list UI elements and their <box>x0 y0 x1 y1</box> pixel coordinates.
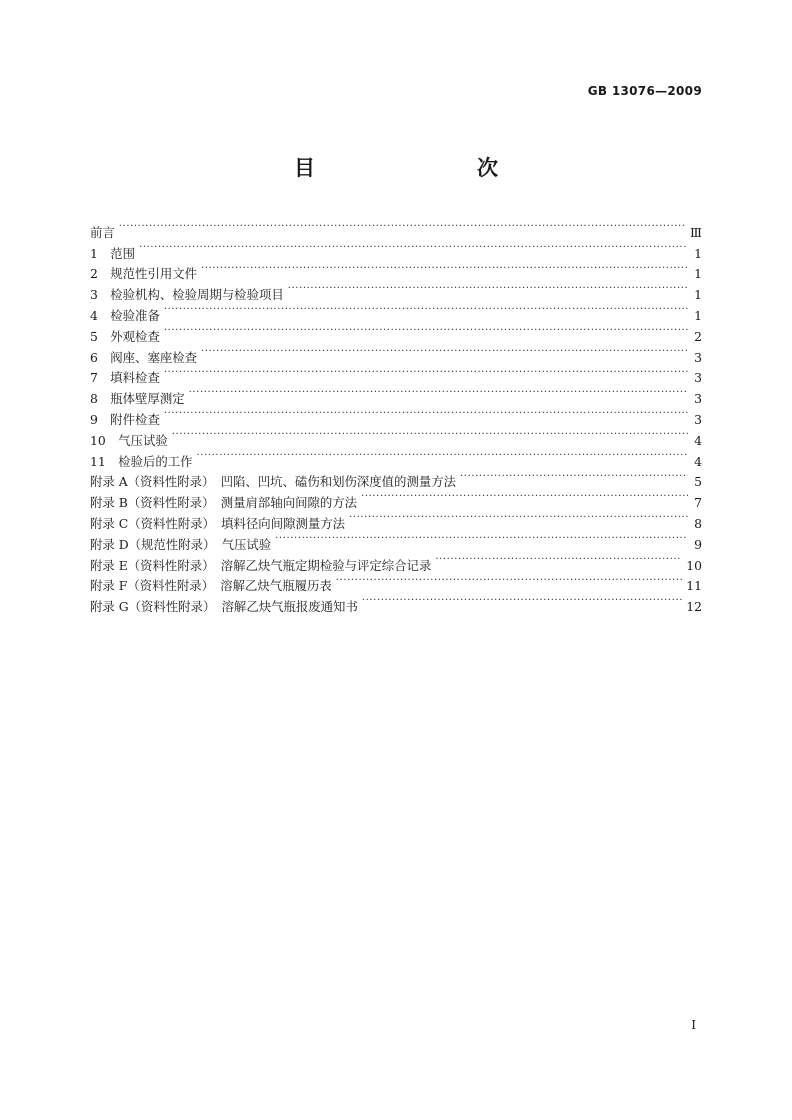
toc-dot-leader <box>362 590 682 611</box>
toc-entry-9[interactable] <box>90 403 702 427</box>
toc-entry-label: 附录 B（资料性附录） 测量肩部轴向间隙的方法 <box>90 495 358 511</box>
toc-entry-10[interactable] <box>90 424 702 448</box>
toc-entry-page: 3 <box>694 349 702 365</box>
toc-entry-page: 3 <box>694 370 702 386</box>
toc-entry-label: 1 范围 <box>90 245 136 261</box>
toc-entry-page: 3 <box>694 411 702 427</box>
page-title: 目 次 <box>294 156 538 180</box>
toc-dot-leader <box>172 424 688 445</box>
toc-entry-page: 12 <box>686 599 702 615</box>
toc-dot-leader <box>197 445 688 466</box>
toc-entry-label: 附录 G（资料性附录） 溶解乙炔气瓶报废通知书 <box>90 599 358 615</box>
toc-dot-leader <box>460 466 688 487</box>
toc-entry-label: 5 外观检查 <box>90 328 160 344</box>
toc-entry-page: 2 <box>694 328 702 344</box>
toc-dot-leader <box>119 216 686 237</box>
toc-entry-label: 2 规范性引用文件 <box>90 266 198 282</box>
toc-entry-page: 1 <box>694 307 702 323</box>
table-of-contents <box>90 216 702 615</box>
toc-entry-label: 附录 F（资料性附录） 溶解乙炔气瓶履历表 <box>90 578 332 594</box>
toc-entry-label: 3 检验机构、检验周期与检验项目 <box>90 287 284 303</box>
toc-dot-leader <box>201 258 688 279</box>
toc-entry-label: 6 阀座、塞座检查 <box>90 349 198 365</box>
toc-entry-page: 10 <box>686 557 702 573</box>
toc-dot-leader <box>164 403 688 424</box>
toc-entry-8[interactable] <box>90 382 702 407</box>
toc-entry-page: 3 <box>694 391 702 407</box>
toc-entry-label: 附录 E（资料性附录） 溶解乙炔气瓶定期检验与评定综合记录 <box>90 557 432 573</box>
toc-entry-label: 附录 D（规范性附录） 气压试验 <box>90 536 272 552</box>
toc-entry-1[interactable] <box>90 237 702 261</box>
toc-entry-7[interactable] <box>90 362 702 386</box>
toc-entry-page: 4 <box>694 432 702 448</box>
toc-entry-label: 10 气压试验 <box>90 432 168 448</box>
toc-dot-leader <box>275 528 688 549</box>
toc-entry-page: 5 <box>694 474 702 490</box>
toc-dot-leader <box>349 507 688 528</box>
toc-entry-page: 1 <box>694 245 702 261</box>
toc-entry-page: 9 <box>694 536 702 552</box>
toc-entry-label: 11 检验后的工作 <box>90 453 193 469</box>
toc-entry-label: 7 填料检查 <box>90 370 160 386</box>
toc-entry-label: 9 附件检查 <box>90 411 160 427</box>
toc-entry-preface[interactable] <box>90 216 702 240</box>
toc-dot-leader <box>288 278 688 299</box>
page-number: Ⅰ <box>691 1018 696 1032</box>
toc-entry-page: 7 <box>694 495 702 511</box>
toc-entry-label: 4 检验准备 <box>90 307 160 323</box>
toc-dot-leader <box>189 382 688 403</box>
toc-dot-leader <box>435 549 682 570</box>
toc-entry-6[interactable] <box>90 341 702 365</box>
toc-dot-leader <box>139 237 688 258</box>
toc-entry-page: 1 <box>694 287 702 303</box>
toc-entry-page: Ⅲ <box>690 224 702 240</box>
toc-entry-5[interactable] <box>90 320 702 344</box>
toc-entry-page: 1 <box>694 266 702 282</box>
toc-dot-leader <box>201 341 688 362</box>
toc-dot-leader <box>361 486 688 507</box>
toc-entry-page: 8 <box>694 515 702 531</box>
toc-entry-4[interactable] <box>90 299 702 323</box>
toc-entry-label: 附录 A（资料性附录） 凹陷、凹坑、磕伤和划伤深度值的测量方法 <box>90 474 457 490</box>
toc-entry-2[interactable] <box>90 258 702 282</box>
toc-entry-label: 8 瓶体壁厚测定 <box>90 391 185 407</box>
toc-dot-leader <box>164 320 688 341</box>
toc-dot-leader <box>336 570 682 591</box>
toc-entry-label: 前言 <box>90 224 115 240</box>
toc-entry-label: 附录 C（资料性附录） 填料径向间隙测量方法 <box>90 515 346 531</box>
toc-entry-11[interactable] <box>90 445 702 469</box>
toc-entry-page: 11 <box>686 578 702 594</box>
toc-dot-leader <box>164 362 688 383</box>
toc-dot-leader <box>164 299 688 320</box>
toc-entry-page: 4 <box>694 453 702 469</box>
standard-code: GB 13076—2009 <box>587 84 702 98</box>
